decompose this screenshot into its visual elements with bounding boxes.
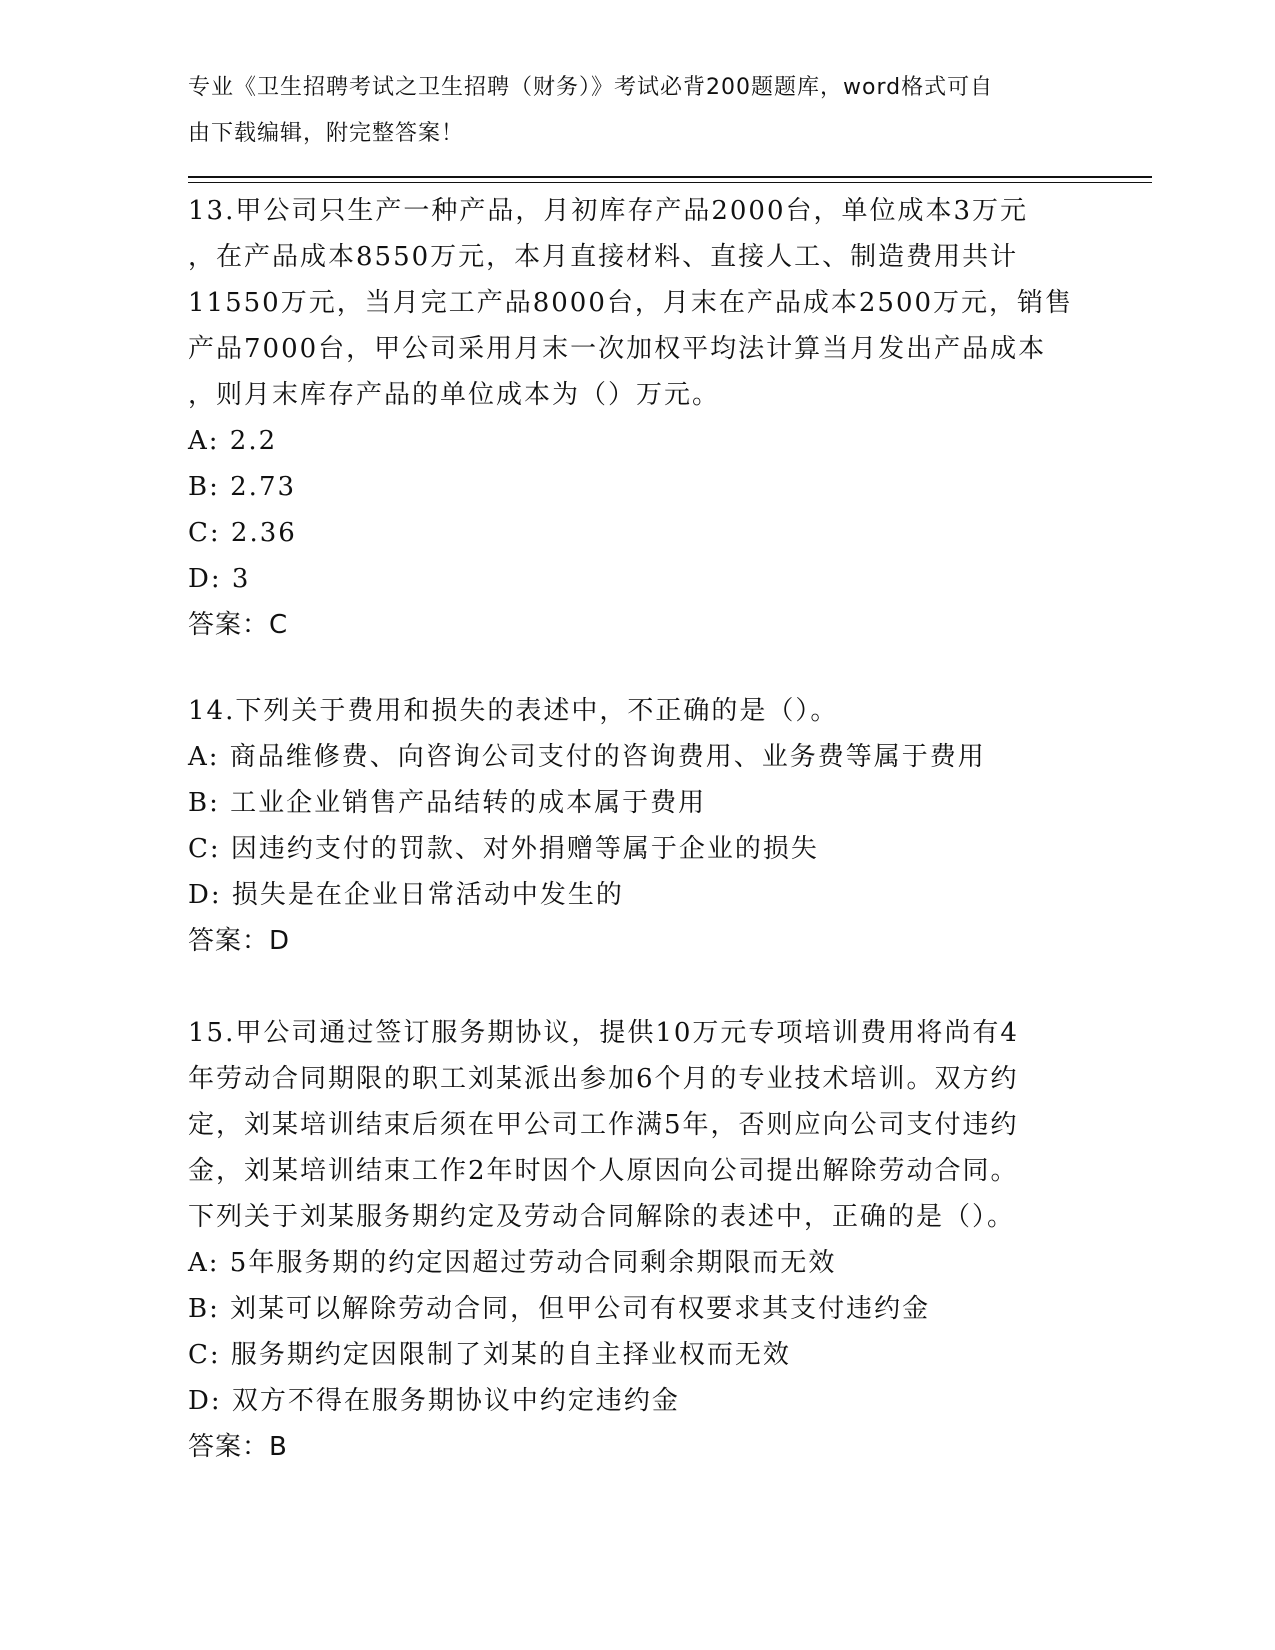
option-d: D: 双方不得在服务期协议中约定违约金: [188, 1386, 680, 1416]
header-divider-thin: [188, 182, 1152, 183]
question-stem-line: 11550万元，当月完工产品8000台，月末在产品成本2500万元，销售: [188, 288, 1074, 318]
option-c: C: 服务期约定因限制了刘某的自主择业权而无效: [188, 1340, 791, 1370]
option-b: B: 2.73: [188, 472, 297, 502]
question-15: [188, 1010, 1118, 1470]
header-line-2: 由下载编辑，附完整答案！: [188, 121, 465, 146]
question-stem-line: 产品7000台，甲公司采用月末一次加权平均法计算当月发出产品成本: [188, 334, 1047, 364]
question-stem-line: 14.下列关于费用和损失的表述中，不正确的是（）。: [188, 696, 839, 726]
answer-label: 答案：D: [188, 926, 291, 956]
question-stem-line: 金，刘某培训结束工作2年时因个人原因向公司提出解除劳动合同。: [188, 1156, 1019, 1186]
document-header: [188, 72, 1088, 164]
question-stem-line: 下列关于刘某服务期约定及劳动合同解除的表述中，正确的是（）。: [188, 1202, 1016, 1232]
option-a: A: 5年服务期的约定因超过劳动合同剩余期限而无效: [188, 1248, 837, 1278]
answer-label: 答案：C: [188, 610, 289, 640]
option-d: D: 损失是在企业日常活动中发生的: [188, 880, 624, 910]
option-b: B: 工业企业销售产品结转的成本属于费用: [188, 788, 707, 818]
option-d: D: 3: [188, 564, 251, 594]
question-stem-line: 年劳动合同期限的职工刘某派出参加6个月的专业技术培训。双方约: [188, 1064, 1019, 1094]
header-divider-thick: [188, 176, 1152, 178]
question-stem-line: ，则月末库存产品的单位成本为（）万元。: [188, 380, 721, 410]
question-stem-line: ，在产品成本8550万元，本月直接材料、直接人工、制造费用共计: [188, 242, 1019, 272]
option-a: A: 2.2: [188, 426, 278, 456]
option-c: C: 2.36: [188, 518, 297, 548]
option-c: C: 因违约支付的罚款、对外捐赠等属于企业的损失: [188, 834, 819, 864]
header-line-1: 专业《卫生招聘考试之卫生招聘（财务）》考试必背200题题库，word格式可自: [188, 75, 994, 100]
question-13: [188, 188, 1118, 648]
question-stem-line: 定，刘某培训结束后须在甲公司工作满5年，否则应向公司支付违约: [188, 1110, 1019, 1140]
option-a: A: 商品维修费、向咨询公司支付的咨询费用、业务费等属于费用: [188, 742, 986, 772]
option-b: B: 刘某可以解除劳动合同，但甲公司有权要求其支付违约金: [188, 1294, 931, 1324]
question-stem-line: 15.甲公司通过签订服务期协议，提供10万元专项培训费用将尚有4: [188, 1018, 1019, 1048]
question-14: [188, 688, 1118, 964]
answer-label: 答案：B: [188, 1432, 288, 1462]
question-stem-line: 13.甲公司只生产一种产品，月初库存产品2000台，单位成本3万元: [188, 196, 1029, 226]
